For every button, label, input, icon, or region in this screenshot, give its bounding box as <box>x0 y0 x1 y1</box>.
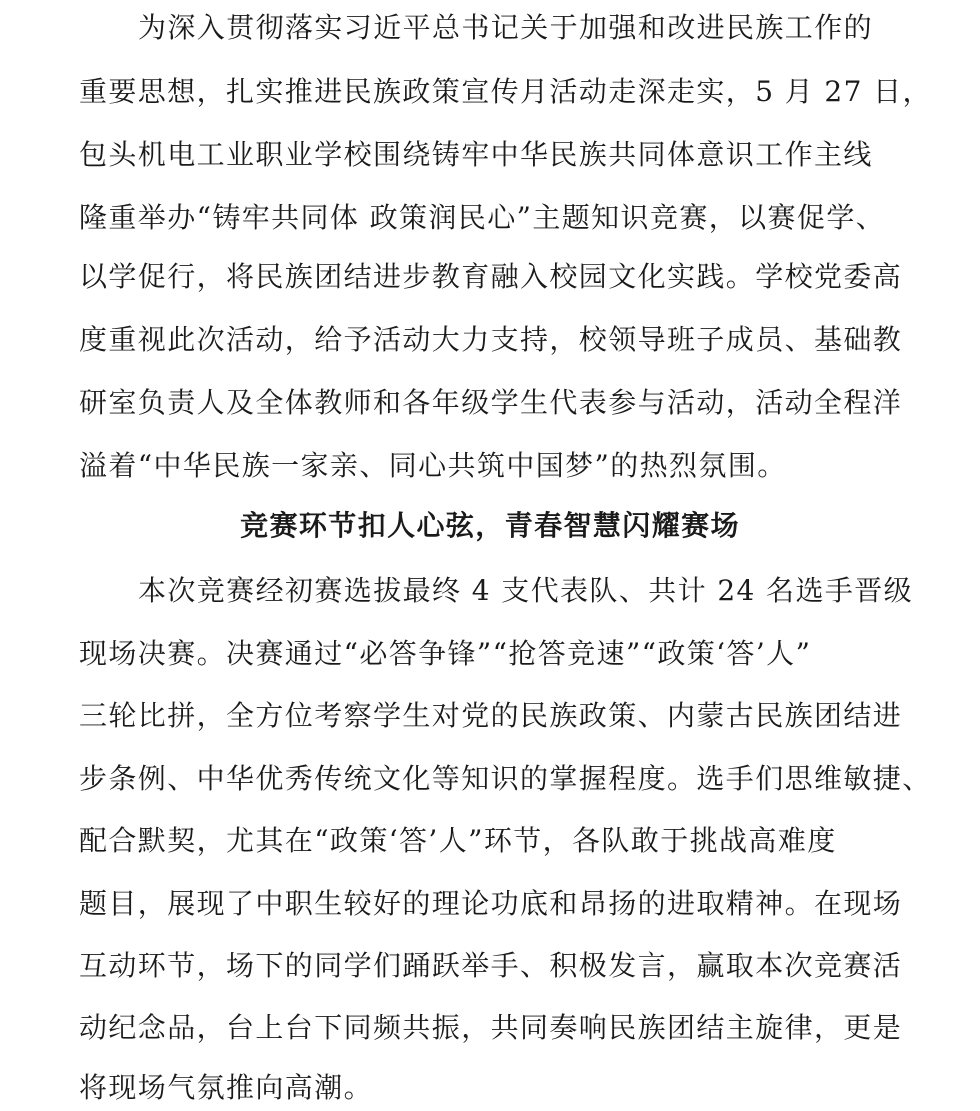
paragraph-line: 动纪念品，台上台下同频共振，共同奏响民族团结主旋律，更是 <box>79 1011 903 1044</box>
paragraph-line: 将现场气氛推向高潮。 <box>79 1071 374 1104</box>
paragraph-line: 现场决赛。决赛通过“必答争锋”“抢答竞速”“政策‘答’人” <box>79 637 812 670</box>
paragraph-line: 为深入贯彻落实习近平总书记关于加强和改进民族工作的 <box>138 11 874 44</box>
paragraph-line: 配合默契，尤其在“政策‘答’人”环节，各队敢于挑战高难度 <box>79 824 837 857</box>
paragraph-line: 互动环节，场下的同学们踊跃举手、积极发言，赢取本次竞赛活 <box>79 949 903 982</box>
section-heading: 竞赛环节扣人心弦，青春智慧闪耀赛场 <box>240 509 740 542</box>
paragraph-line: 重要思想，扎实推进民族政策宣传月活动走深走实，5 月 27 日， <box>79 75 932 108</box>
paragraph-line: 步条例、中华优秀传统文化等知识的掌握程度。选手们思维敏捷、 <box>79 762 932 795</box>
paragraph-line: 研室负责人及全体教师和各年级学生代表参与活动，活动全程洋 <box>79 386 903 419</box>
paragraph-line: 三轮比拼，全方位考察学生对党的民族政策、内蒙古民族团结进 <box>79 699 903 732</box>
paragraph-line: 溢着“中华民族一家亲、同心共筑中国梦”的热烈氛围。 <box>79 449 787 482</box>
paragraph-line: 度重视此次活动，给予活动大力支持，校领导班子成员、基础教 <box>79 323 903 356</box>
paragraph-line: 隆重举办“铸牢共同体 政策润民心”主题知识竞赛，以赛促学、 <box>79 201 886 234</box>
paragraph-line: 本次竞赛经初赛选拔最终 4 支代表队、共计 24 名选手晋级 <box>138 574 914 607</box>
paragraph-line: 题目，展现了中职生较好的理论功底和昂扬的进取精神。在现场 <box>79 887 903 920</box>
paragraph-line: 包头机电工业职业学校围绕铸牢中华民族共同体意识工作主线 <box>79 138 873 171</box>
paragraph-line: 以学促行，将民族团结进步教育融入校园文化实践。学校党委高 <box>79 260 903 293</box>
